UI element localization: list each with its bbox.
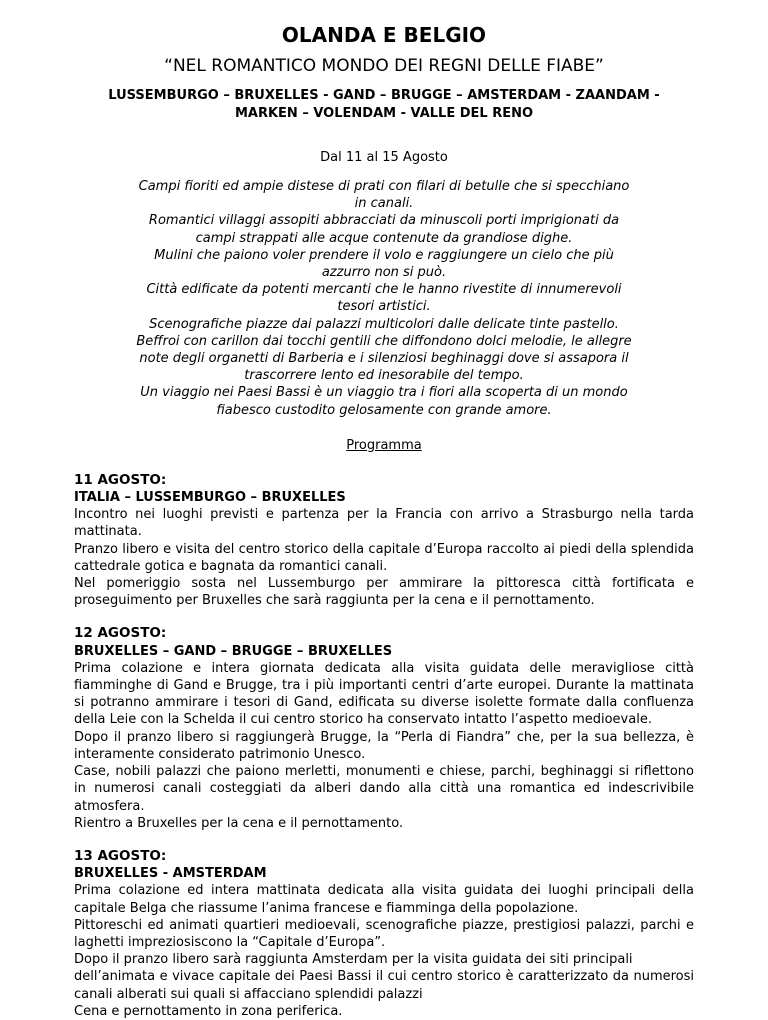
day-date: 11 AGOSTO: [74,471,167,488]
day-route: ITALIA – LUSSEMBURGO – BRUXELLES [74,490,346,506]
intro-line: Un viaggio nei Paesi Bassi è un viaggio tra i fiori alla scoperta di un mondo [140,385,628,401]
intro-line: Campi fioriti ed ampie distese di prati con filari di betulle che si specchiano [138,179,630,194]
intro-line: note degli organetti di Barberia e i silenziosi beghinaggi dove si assapora il [139,351,629,367]
intro-line: Città edificate da potenti mercanti che le hanno rivestite di innumerevoli [146,282,622,298]
page-title: OLANDA E BELGIO [281,23,487,47]
day-paragraph: Case, nobili palazzi che paiono merletti, monumenti e chiese, parchi, beghinaggi si riflettono in numerosi canali costeggiati da alberi dando alla città una romantica ed indescrivibile atmosfera. [74,764,694,814]
day-paragraph: Prima colazione e intera giornata dedicata alla visita guidata delle meravigliose città fiamminghe di Gand e Brugge, tra i più importanti centri d’arte europei. Durante la mattinata si potranno ammirare i tesori di Gand, edificata su diverse isolette formate dalla confluenza della Leie con la Schelda il cui centro storico ha conservato intatto l’aspetto medioevale. [74,660,694,728]
page-subtitle: “NEL ROMANTICO MONDO DEI REGNI DELLE FIABE” [164,56,604,76]
tour-route [74,87,694,123]
intro-line: in canali. [354,196,414,212]
day-section-13-agosto [74,848,694,1020]
day-paragraph: Cena e pernottamento in zona periferica. [74,1003,343,1019]
intro-line: Beffroi con carillon dai tocchi gentili che diffondono dolci melodie, le allegre [136,333,632,349]
day-paragraph: Dopo il pranzo libero si raggiungerà Brugge, la “Perla di Fiandra” che, per la sua bellezza, è interamente considerato patrimonio Unesco. [74,729,694,762]
intro-line: azzurro non si può. [321,265,447,281]
day-date: 13 AGOSTO: [74,847,167,864]
intro-line: tesori artistici. [337,299,431,315]
day-route: BRUXELLES - AMSTERDAM [74,866,267,882]
day-date: 12 AGOSTO: [74,625,167,642]
intro-text [74,178,694,419]
day-paragraph: Incontro nei luoghi previsti e partenza per la Francia con arrivo a Strasburgo nella tarda mattinata. [74,507,694,540]
intro-line: trascorrere lento ed inesorabile del tempo. [244,368,524,384]
intro-line: Romantici villaggi assopiti abbracciati da minuscoli porti imprigionati da [148,213,620,229]
program-heading: Programma [346,437,422,453]
day-paragraph: Dopo il pranzo libero sarà raggiunta Amsterdam per la visita guidata dei siti principali [74,952,633,968]
day-paragraph: dell’animata e vivace capitale dei Paesi Bassi il cui centro storico è caratterizzato da numerosi canali alberati sui quali si affacciano splendidi palazzi [74,969,694,1002]
day-paragraph: Prima colazione ed intera mattinata dedicata alla visita guidata dei luoghi principali della capitale Belga che riassume l’anima francese e fiamminga della popolazione. [74,883,694,916]
intro-line: fiabesco custodito gelosamente con grande amore. [216,402,552,418]
day-paragraph: Pittoreschi ed animati quartieri medioevali, scenografiche piazze, prestigiosi palazzi, parchi e laghetti impreziosiscono la “Capitale d’Europa”. [74,917,694,950]
day-route: BRUXELLES – GAND – BRUGGE – BRUXELLES [74,643,393,659]
day-section-11-agosto [74,472,694,610]
tour-route-line: MARKEN – VOLENDAM - VALLE DEL RENO [234,106,534,121]
day-paragraph: Pranzo libero e visita del centro storico della capitale d’Europa raccolto ai piedi della splendida cattedrale gotica e bagnata da romantici canali. [74,541,694,574]
day-section-12-agosto [74,625,694,831]
tour-route-line: LUSSEMBURGO – BRUXELLES - GAND – BRUGGE – AMSTERDAM - ZAANDAM - [108,88,660,103]
day-paragraph: Rientro a Bruxelles per la cena e il pernottamento. [74,815,404,831]
intro-line: Scenografiche piazze dai palazzi multicolori dalle delicate tinte pastello. [149,316,619,332]
tour-dates: Dal 11 al 15 Agosto [320,150,448,165]
day-paragraph: Nel pomeriggio sosta nel Lussemburgo per ammirare la pittoresca città fortificata e proseguimento per Bruxelles che sarà raggiunta per la cena e il pernottamento. [74,576,694,609]
intro-line: campi strappati alle acque contenute da grandiose dighe. [195,230,573,246]
intro-line: Mulini che paiono voler prendere il volo e raggiungere un cielo che più [154,247,614,263]
